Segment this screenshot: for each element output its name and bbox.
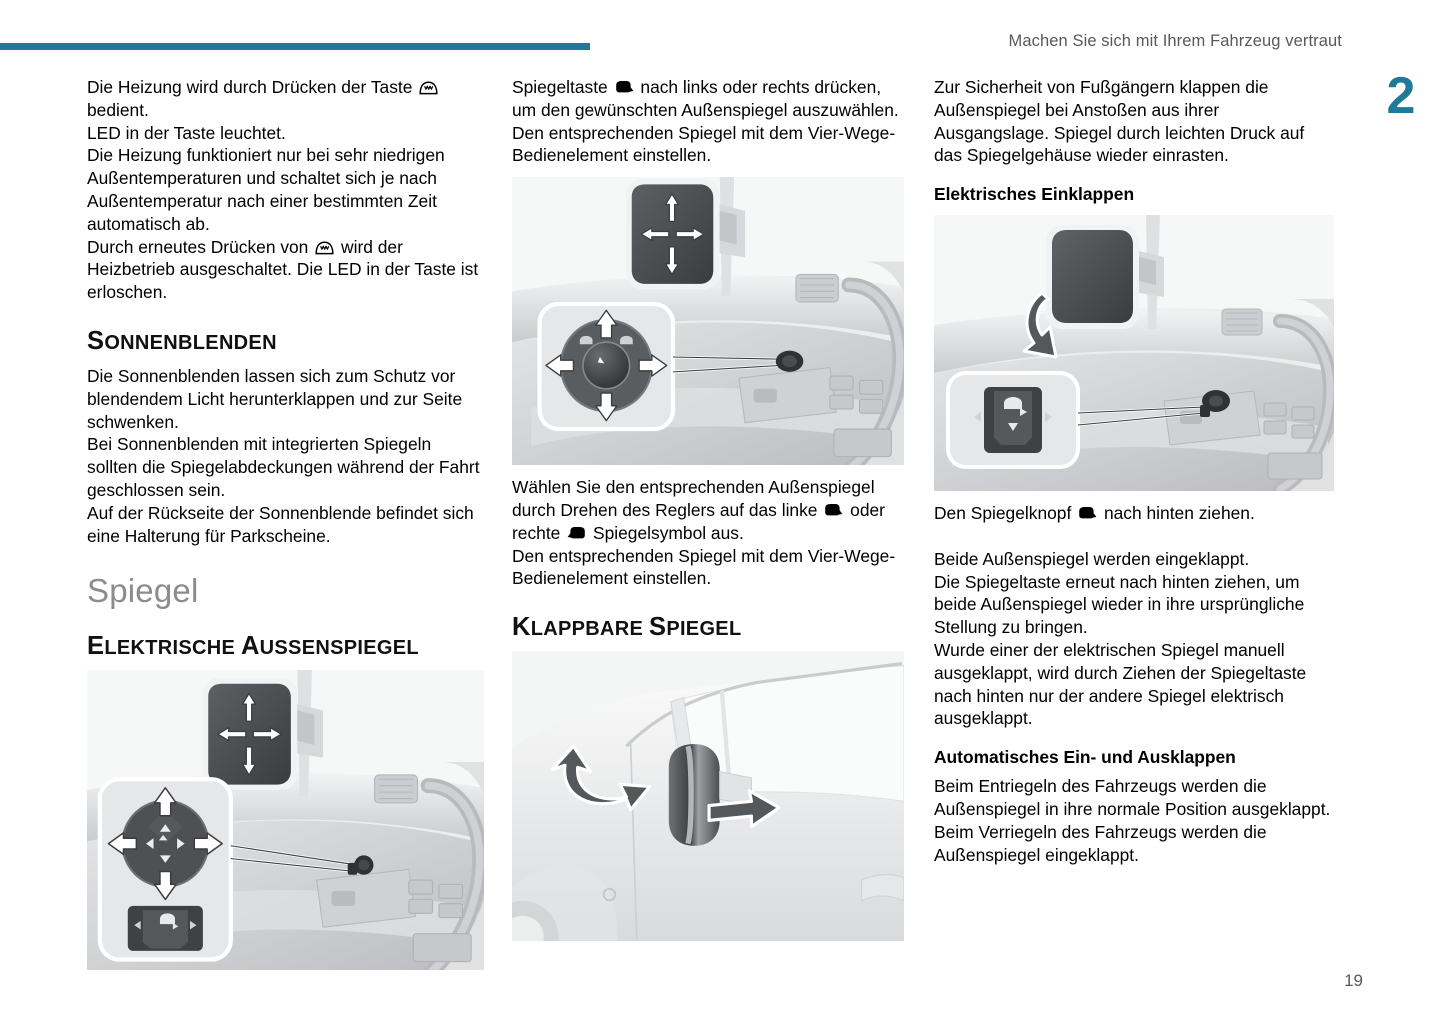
- paragraph-manual-unfold: Wurde einer der elektrischen Spiegel manuell ausgeklappt, wird durch Ziehen der Spiegeltaste nach hinten nur der andere Spiegel elektrisch ausgeklappt.: [934, 639, 1307, 729]
- paragraph-pedestrian-safety: Zur Sicherheit von Fußgängern klappen die Außenspiegel bei Anstoßen aus ihrer Ausgangslage. Spiegel durch leichten Druck auf das Spiegelgehäuse wieder einrasten.: [934, 77, 1305, 166]
- header-rule: [0, 43, 590, 50]
- figure-cabin-rotary-selector: [512, 177, 904, 465]
- column-1: [87, 76, 484, 981]
- chapter-number: 2: [1386, 67, 1416, 125]
- paragraph-mirror-select: [512, 76, 904, 122]
- rear-defrost-icon: [418, 78, 439, 92]
- mirror-right-icon: [567, 524, 586, 539]
- paragraph-auto-fold: Beim Entriegeln des Fahrzeugs werden die Außenspiegel in ihre normale Position ausgeklappt. Beim Verriegeln des Fahrzeugs werden die Außenspiegel eingeklappt.: [934, 776, 1331, 865]
- pull-knob-text-a: Den Spiegelknopf: [934, 503, 1077, 524]
- mirror-select-text-b: nach links oder rechts drücken, um den gewünschten Außenspiegel auszuwählen.: [512, 77, 899, 120]
- paragraph-pull-knob: [934, 502, 1334, 525]
- mirror-left-icon: [1078, 504, 1097, 519]
- section-title-spiegel: Spiegel: [87, 572, 199, 610]
- mirror-left-icon: [824, 501, 843, 516]
- heading-elektrisches-einklappen: Elektrisches Einklappen: [934, 184, 1135, 205]
- page-columns: [0, 76, 1445, 976]
- mirror-select-text-a: Spiegeltaste: [512, 77, 613, 97]
- figure-cabin-four-way-control: [87, 670, 484, 970]
- figure-electric-folding-switch: [934, 215, 1334, 491]
- rotary-text-c: Spiegelsymbol aus.: [588, 522, 744, 543]
- paragraph-sunvisor-1: Die Sonnenblenden lassen sich zum Schutz vor blendendem Licht herunterklappen und zur Seite schwenken.: [87, 366, 463, 432]
- pull-knob-text-b: nach hinten ziehen.: [1099, 503, 1255, 524]
- page-header: [0, 0, 1445, 58]
- paragraph-rotary-select: [512, 476, 904, 544]
- paragraph-led: LED in der Taste leuchtet.: [87, 122, 286, 143]
- column-3: [934, 76, 1334, 866]
- paragraph-both-folded: Beide Außenspiegel werden eingeklappt.: [934, 548, 1250, 569]
- mirror-left-icon: [615, 78, 634, 93]
- paragraph-four-way-adjust-2: Den entsprechenden Spiegel mit dem Vier-Wege-Bedienelement einstellen.: [512, 545, 896, 589]
- paragraph-heating-function: Die Heizung funktioniert nur bei sehr niedrigen Außentemperaturen und schaltet sich je nach Außentemperatur nach einer bestimmten Zeit automatisch ab.: [87, 145, 445, 234]
- paragraph-pull-again: Die Spiegeltaste erneut nach hinten ziehen, um beide Außenspiegel wieder in ihre ursprüngliche Stellung zu bringen.: [934, 571, 1305, 638]
- heading-klappbare-spiegel: KLAPPBARE SPIEGEL: [512, 613, 742, 642]
- column-2: [512, 76, 904, 952]
- heading-automatisches-ein-ausklappen: Automatisches Ein- und Ausklappen: [934, 747, 1236, 768]
- paragraph-sunvisor-2: Bei Sonnenblenden mit integrierten Spiegeln sollten die Spiegelabdeckungen während der Fahrt geschlossen sein.: [87, 434, 480, 500]
- heading-sonnenblenden: SONNENBLENDEN: [87, 326, 277, 355]
- paragraph-four-way-adjust: Den entsprechenden Spiegel mit dem Vier-Wege-Bedienelement einstellen.: [512, 122, 896, 166]
- heating-intro-text-a: Die Heizung wird durch Drücken der Taste: [87, 77, 418, 97]
- paragraph-spacer: [934, 525, 1334, 548]
- heating-off-text-b: wird der Heizbetrieb ausgeschaltet. Die LED in der Taste ist erloschen.: [87, 236, 479, 303]
- paragraph-sunvisor-3: Auf der Rückseite der Sonnenblende befindet sich eine Halterung für Parkscheine.: [87, 502, 474, 546]
- heading-elektrische-aussenspiegel: ELEKTRISCHE AUSSENSPIEGEL: [87, 632, 419, 661]
- paragraph-heating-off: [87, 236, 484, 304]
- rear-defrost-icon: [314, 238, 335, 252]
- running-head-title: Machen Sie sich mit Ihrem Fahrzeug vertraut: [1008, 32, 1342, 50]
- heating-off-text-a: Durch erneutes Drücken von: [87, 236, 314, 257]
- rotary-text-a: Wählen Sie den entsprechenden Außenspiegel durch Drehen des Reglers auf das linke: [512, 477, 875, 520]
- figure-exterior-folding-mirror: [512, 651, 904, 941]
- paragraph-heating-intro: [87, 76, 484, 122]
- heating-intro-text-b: bedient.: [87, 99, 149, 120]
- rotary-text-b: oder rechte: [512, 499, 885, 543]
- page-number: 19: [1344, 971, 1363, 990]
